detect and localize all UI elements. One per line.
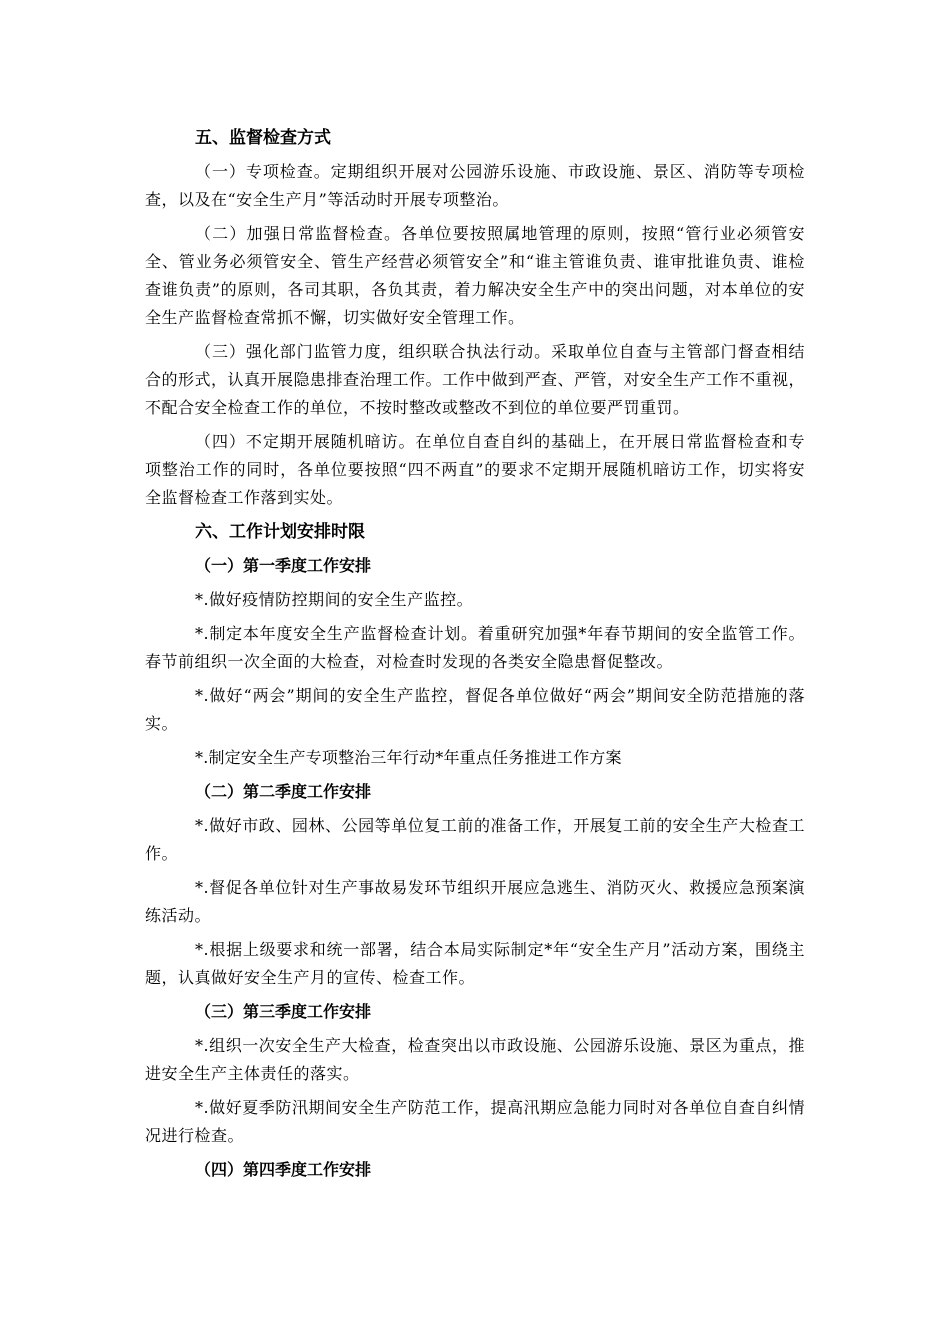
q1-item-2: *.制定本年度安全生产监督检查计划。着重研究加强*年春节期间的安全监管工作。春节前组织一次全面的大检查，对检查时发现的各类安全隐患督促整改。 bbox=[145, 624, 805, 671]
q1-item-3: *.做好“两会”期间的安全生产监控，督促各单位做好“两会”期间安全防范措施的落实。 bbox=[145, 686, 805, 733]
section-6-title: 六、工作计划安排时限 bbox=[195, 522, 365, 542]
document-page bbox=[145, 124, 805, 1190]
q3-item-1: *.组织一次安全生产大检查，检查突出以市政设施、公园游乐设施、景区为重点，推进安全生产主体责任的落实。 bbox=[145, 1036, 805, 1083]
q2-title: （二）第二季度工作安排 bbox=[195, 782, 372, 801]
q2-item-3: *.根据上级要求和统一部署，结合本局实际制定*年“安全生产月”活动方案，围绕主题，认真做好安全生产月的宣传、检查工作。 bbox=[145, 940, 805, 987]
q1-item-4: *.制定安全生产专项整治三年行动*年重点任务推进工作方案 bbox=[195, 748, 622, 767]
section-5-title: 五、监督检查方式 bbox=[195, 128, 331, 148]
q3-title: （三）第三季度工作安排 bbox=[195, 1002, 372, 1021]
section-5-paragraph-1: （一）专项检查。定期组织开展对公园游乐设施、市政设施、景区、消防等专项检查，以及在“安全生产月”等活动时开展专项整治。 bbox=[145, 162, 805, 209]
section-5-paragraph-4: （四）不定期开展随机暗访。在单位自查自纠的基础上，在开展日常监督检查和专项整治工作的同时，各单位要按照“四不两直”的要求不定期开展随机暗访工作，切实将安全监督检查工作落到实处。 bbox=[145, 432, 805, 507]
q1-title: （一）第一季度工作安排 bbox=[195, 556, 372, 575]
q2-item-2: *.督促各单位针对生产事故易发环节组织开展应急逃生、消防灭火、救援应急预案演练活动。 bbox=[145, 878, 805, 925]
section-5-paragraph-2: （二）加强日常监督检查。各单位要按照属地管理的原则，按照“管行业必须管安全、管业务必须管安全、管生产经营必须管安全”和“谁主管谁负责、谁审批谁负责、谁检查谁负责”的原则，各司其职，各负其责，着力解决安全生产中的突出问题，对本单位的安全生产监督检查常抓不懈，切实做好安全管理工作。 bbox=[145, 224, 805, 327]
q4-title: （四）第四季度工作安排 bbox=[195, 1160, 372, 1179]
q1-item-1: *.做好疫情防控期间的安全生产监控。 bbox=[195, 590, 474, 609]
q2-item-1: *.做好市政、园林、公园等单位复工前的准备工作，开展复工前的安全生产大检查工作。 bbox=[145, 816, 805, 863]
q3-item-2: *.做好夏季防汛期间安全生产防范工作，提高汛期应急能力同时对各单位自查自纠情况进行检查。 bbox=[145, 1098, 805, 1145]
section-5-paragraph-3: （三）强化部门监管力度，组织联合执法行动。采取单位自查与主管部门督查相结合的形式，认真开展隐患排查治理工作。工作中做到严查、严管，对安全生产工作不重视，不配合安全检查工作的单位，不按时整改或整改不到位的单位要严罚重罚。 bbox=[145, 342, 806, 417]
